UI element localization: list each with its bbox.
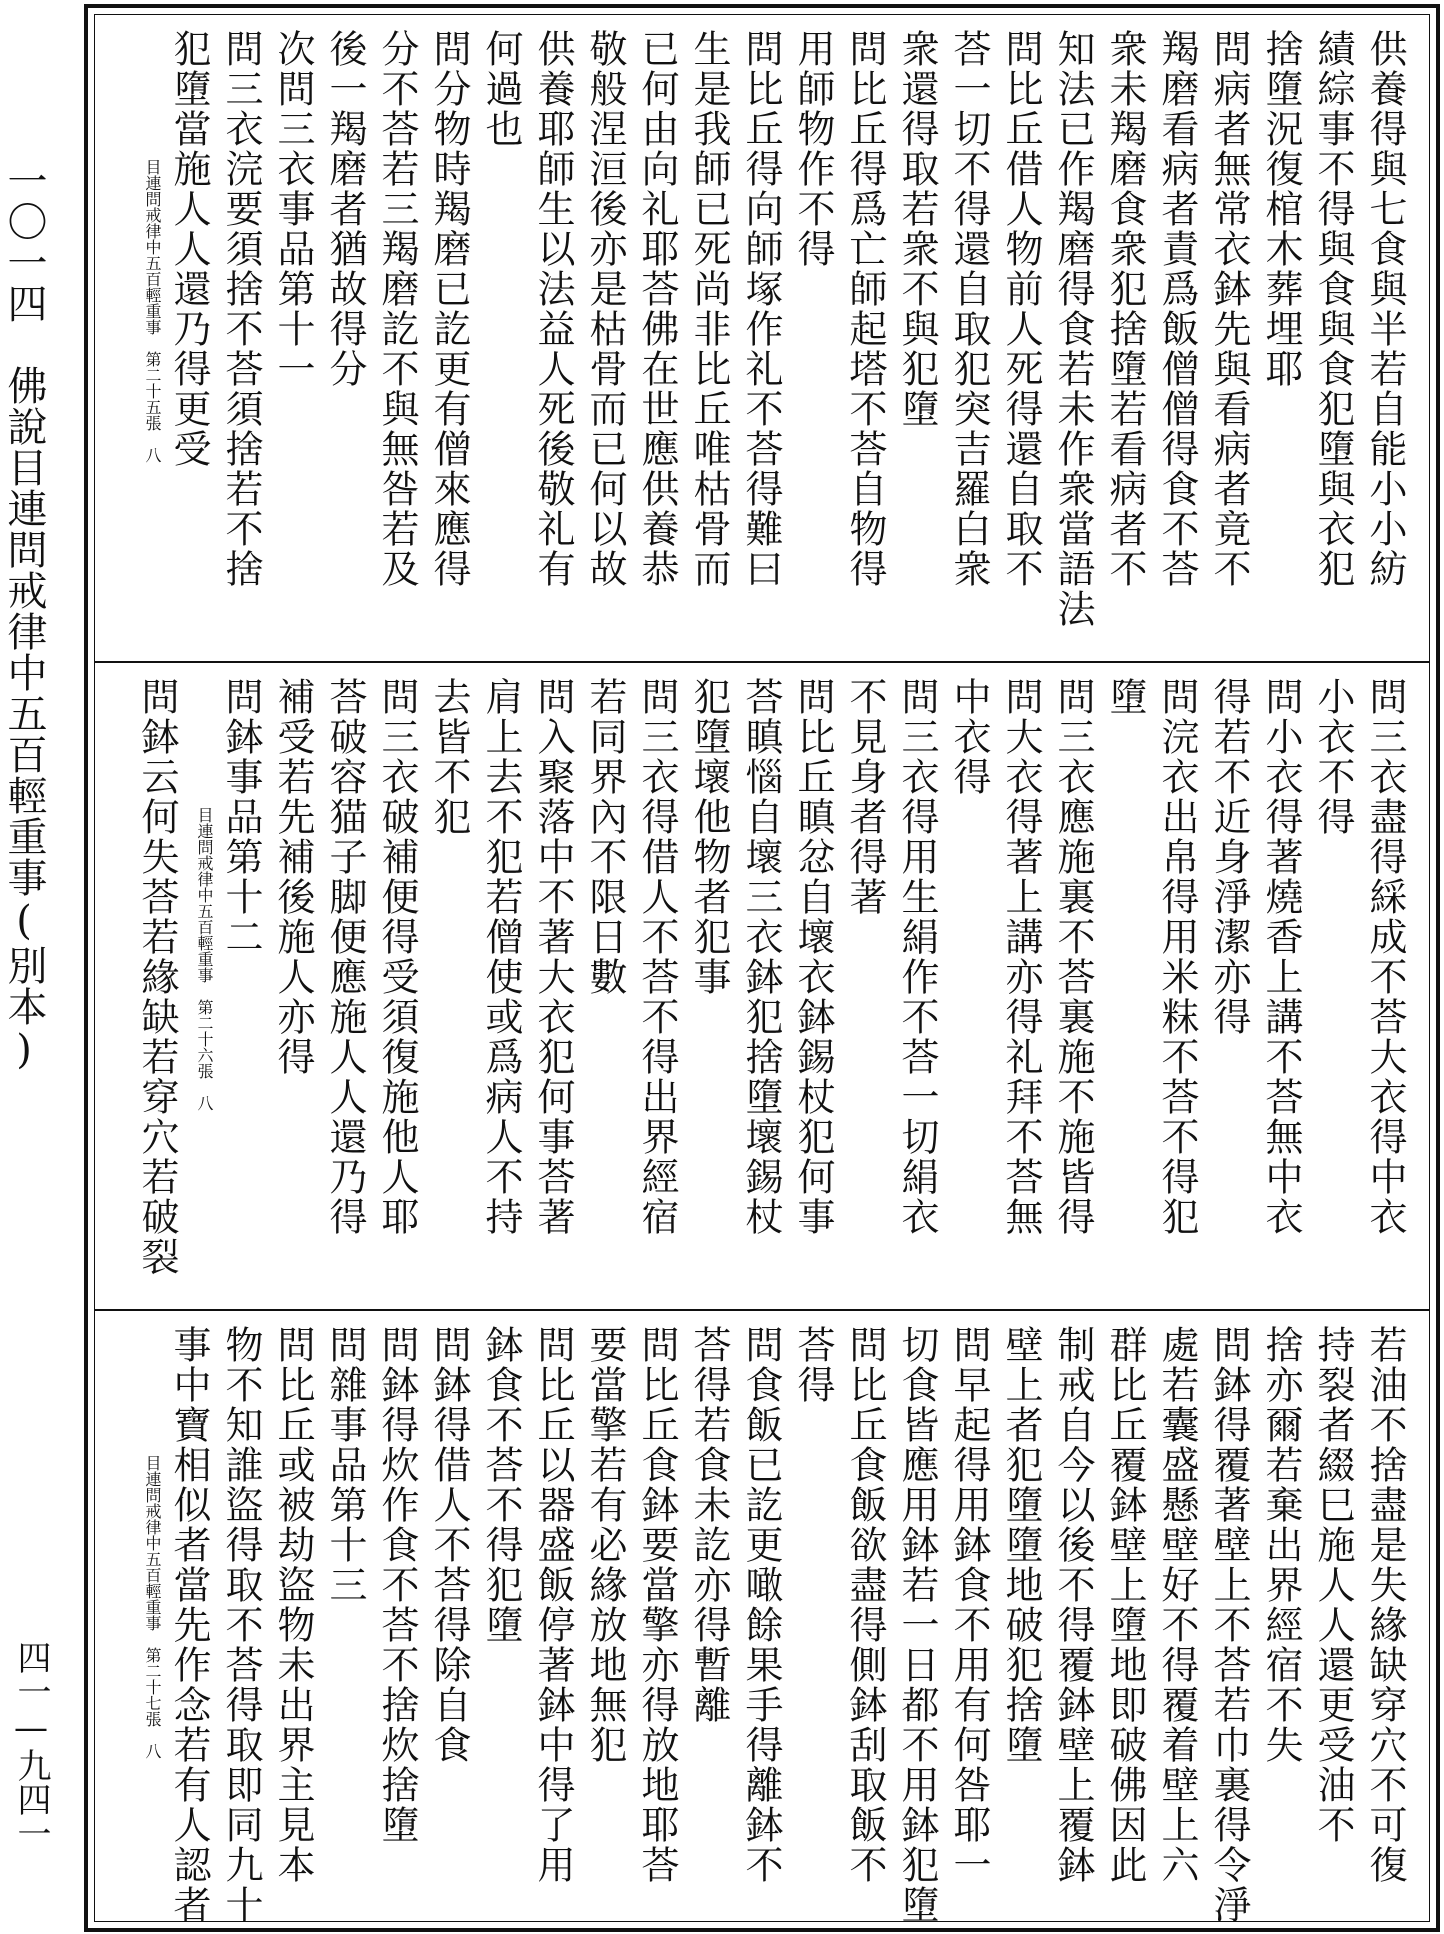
text-column: 問三衣得用生絹作不荅一切絹衣 — [895, 677, 939, 1237]
text-column: 補受若先補後施人亦得 — [271, 677, 315, 1077]
text-column: 次問三衣事品第十一 — [271, 29, 315, 389]
column-group — [113, 677, 1411, 1299]
text-column: 供養耶師生以法益人死後敬礼有 — [531, 29, 575, 589]
text-column: 不見身者得著 — [843, 677, 887, 917]
text-frame-inner — [94, 14, 1430, 1925]
text-column: 犯墮當施人人還乃得更受 — [167, 29, 211, 469]
text-column: 墮 — [1103, 677, 1147, 717]
folio-note: 目連問戒律中五百輕重事 第二十五張 八 — [143, 159, 162, 463]
text-column: 用師物作不得 — [791, 29, 835, 269]
text-column: 制戒自今以後不得覆鉢壁上覆鉢 — [1051, 1325, 1095, 1885]
text-column: 問比丘食鉢要當擎亦得放地耶荅 — [635, 1325, 679, 1885]
text-column: 問三衣應施裏不荅裏施不施皆得 — [1051, 677, 1095, 1237]
text-column: 衆還得取若衆不與犯墮 — [895, 29, 939, 429]
register-top — [95, 15, 1429, 661]
text-column: 績綜事不得與食與食犯墮與衣犯 — [1311, 29, 1355, 589]
text-column: 處若囊盛懸壁好不得覆着壁上六 — [1155, 1325, 1199, 1885]
text-column: 知法已作羯磨得食若未作衆當語法 — [1051, 29, 1095, 629]
text-column: 荅瞋惱自壞三衣鉢犯捨墮壞錫杖 — [739, 677, 783, 1237]
text-column: 分不荅若三羯磨訖不與無咎若及 — [375, 29, 419, 589]
margin-title: 一〇一四 佛說目連問戒律中五百輕重事(別本) — [1, 160, 47, 1074]
text-column: 問食飯已訖更噉餘果手得離鉢不 — [739, 1325, 783, 1885]
column-group — [113, 29, 1411, 649]
text-column: 問三衣破補便得受須復施他人耶 — [375, 677, 419, 1237]
text-column: 問病者無常衣鉢先與看病者竟不 — [1207, 29, 1251, 589]
folio-note: 目連問戒律中五百輕重事 第二十六張 八 — [195, 807, 214, 1111]
folio-note: 目連問戒律中五百輕重事 第二十七張 八 — [143, 1455, 162, 1759]
text-frame — [84, 4, 1440, 1932]
text-column: 問大衣得著上講亦得礼拜不荅無 — [999, 677, 1043, 1237]
text-column: 壁上者犯墮墮地破犯捨墮 — [999, 1325, 1043, 1765]
text-column: 問鉢得炊作食不荅不捨炊捨墮 — [375, 1325, 419, 1845]
register-middle — [95, 661, 1429, 1311]
text-column: 問鉢事品第十二 — [219, 677, 263, 957]
text-column: 問分物時羯磨已訖更有僧來應得 — [427, 29, 471, 589]
text-column: 要當擎若有必緣放地無犯 — [583, 1325, 627, 1765]
column-group — [113, 1325, 1411, 1925]
text-column: 肩上去不犯若僧使或爲病人不持 — [479, 677, 523, 1237]
text-column: 問早起得用鉢食不用有何咎耶一 — [947, 1325, 991, 1885]
text-column: 鉢食不荅不得犯墮 — [479, 1325, 523, 1645]
text-column: 去皆不犯 — [427, 677, 471, 837]
text-column: 問鉢得覆著壁上不荅若巾裏得令淨 — [1207, 1325, 1251, 1925]
text-column: 荅破容猫子脚便應施人人還乃得 — [323, 677, 367, 1237]
text-column: 問比丘以器盛飯停著鉢中得了用 — [531, 1325, 575, 1885]
text-column: 中衣得 — [947, 677, 991, 797]
text-column: 敬般涅洹後亦是枯骨而已何以故 — [583, 29, 627, 589]
text-column: 衆未羯磨食衆犯捨墮若看病者不 — [1103, 29, 1147, 589]
text-column: 得若不近身淨潔亦得 — [1207, 677, 1251, 1037]
text-column: 若同界內不限日數 — [583, 677, 627, 997]
text-column: 切食皆應用鉢若一日都不用鉢犯墮 — [895, 1325, 939, 1925]
text-column: 羯磨看病者責爲飯僧僧得食不荅 — [1155, 29, 1199, 589]
text-column: 問比丘或被劫盜物未出界主見本 — [271, 1325, 315, 1885]
text-column: 何過也 — [479, 29, 523, 149]
text-column: 荅一切不得還自取犯突吉羅白衆 — [947, 29, 991, 589]
text-column: 問比丘借人物前人死得還自取不 — [999, 29, 1043, 589]
text-column: 持裂者綴巳施人人還更受油不 — [1311, 1325, 1355, 1845]
text-column: 問三衣浣要須捨不荅須捨若不捨 — [219, 29, 263, 589]
text-column: 供養得與七食與半若自能小小紡 — [1363, 29, 1407, 589]
text-column: 群比丘覆鉢壁上墮地即破佛因此 — [1103, 1325, 1147, 1885]
text-column: 生是我師已死尚非比丘唯枯骨而 — [687, 29, 731, 589]
text-column: 問小衣得著燒香上講不荅無中衣 — [1259, 677, 1303, 1237]
register-bottom — [95, 1309, 1429, 1929]
text-column: 問比丘得向師塚作礼不荅得難曰 — [739, 29, 783, 589]
text-column: 小衣不得 — [1311, 677, 1355, 837]
text-column: 已何由向礼耶荅佛在世應供養恭 — [635, 29, 679, 589]
text-column: 問入聚落中不著大衣犯何事荅著 — [531, 677, 575, 1237]
text-column: 問鉢云何失荅若緣缺若穿穴若破裂 — [135, 677, 179, 1277]
text-column: 問浣衣出帛得用米粖不荅不得犯 — [1155, 677, 1199, 1237]
page-number: 四一—九四一 — [11, 1640, 51, 1850]
text-column: 問比丘得爲亡師起塔不荅自物得 — [843, 29, 887, 589]
page-margin — [0, 0, 84, 1934]
text-column: 問三衣得借人不荅不得出界經宿 — [635, 677, 679, 1237]
text-column: 後一羯磨者猶故得分 — [323, 29, 367, 389]
text-column: 問比丘食飯欲盡得側鉢刮取飯不 — [843, 1325, 887, 1885]
text-column: 犯墮壞他物者犯事 — [687, 677, 731, 997]
text-column: 問三衣盡得綵成不荅大衣得中衣 — [1363, 677, 1407, 1237]
text-column: 問雜事品第十三 — [323, 1325, 367, 1605]
text-column: 問比丘瞋忿自壞衣鉢錫杖犯何事 — [791, 677, 835, 1237]
text-column: 若油不捨盡是失緣缺穿穴不可復 — [1363, 1325, 1407, 1885]
text-column: 物不知誰盜得取不荅得取即同九十 — [219, 1325, 263, 1925]
text-column: 問鉢得借人不荅得除自食 — [427, 1325, 471, 1765]
text-column: 捨亦爾若棄出界經宿不失 — [1259, 1325, 1303, 1765]
text-column: 事中寶相似者當先作念若有人認者 — [167, 1325, 211, 1925]
text-column: 捨墮況復棺木葬埋耶 — [1259, 29, 1303, 389]
text-column: 荅得 — [791, 1325, 835, 1405]
text-column: 荅得若食未訖亦得暫離 — [687, 1325, 731, 1725]
